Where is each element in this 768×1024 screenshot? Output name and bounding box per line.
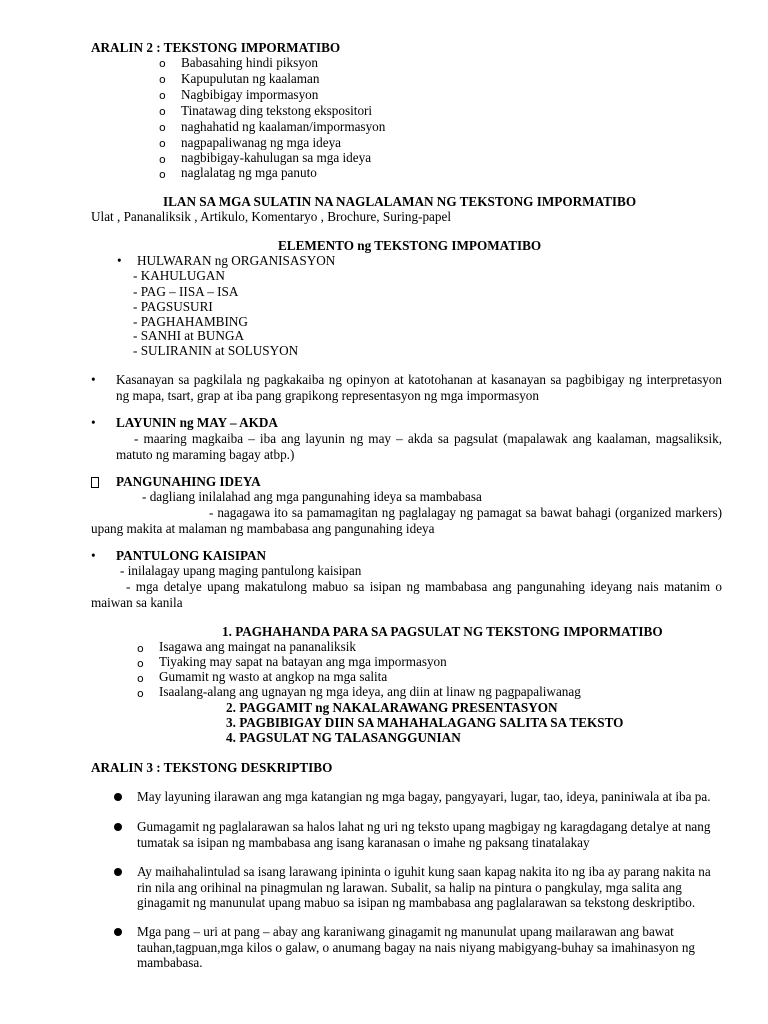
- paghahanda-heading: 1. PAGHAHANDA PARA SA PAGSULAT NG TEKSTONG IMPORMATIBO: [222, 624, 663, 639]
- bullet: •: [91, 372, 96, 387]
- list-item: naglalatag ng mga panuto: [181, 165, 317, 180]
- list-item: Babasahing hindi piksyon: [181, 55, 318, 70]
- aralin3-item: Gumagamit ng paglalarawan sa halos lahat ng uri ng teksto upang magbigay ng karagdagang detalye at nang tumatak sa isipan ng mambabasa ang isang karanasan o imahe ng paksang tinatalakay: [137, 819, 711, 850]
- bullet: •: [91, 415, 96, 430]
- hulwaran-item: - SANHI at BUNGA: [133, 328, 244, 343]
- list-item: nagpapaliwanag ng mga ideya: [181, 135, 342, 150]
- bullet-dot-icon: [114, 793, 122, 801]
- layunin-text: - maaring magkaiba – iba ang layunin ng may – akda sa pagsulat (mapalawak ang kaalaman, magsaliksik, matuto ng maraming bagay atbp.): [116, 431, 722, 462]
- box-bullet-icon: [91, 477, 99, 488]
- list-item: Isagawa ang maingat na pananaliksik: [159, 639, 357, 654]
- aralin3-item: Mga pang – uri at pang – abay ang karaniwang ginagamit ng manunulat upang mailarawan ang bawat tauhan,tagpuan,mga kilos o galaw, o anumang bagay na nais niyang mabigyang-buhay sa imahinasyon ng mambabasa.: [137, 924, 696, 970]
- hulwaran-item: - PAGSUSURI: [133, 299, 213, 314]
- bullet-dot-icon: [114, 928, 122, 936]
- list-bullet: o: [159, 89, 166, 102]
- bullet-dot-icon: [114, 823, 122, 831]
- list-bullet: o: [159, 73, 166, 86]
- list-item: Gumamit ng wasto at angkop na mga salita: [159, 669, 388, 684]
- pantulong-text: - inilalagay upang maging pantulong kaisipan: [120, 563, 362, 578]
- sulatin-list: Ulat , Pananaliksik , Artikulo, Komentaryo , Brochure, Suring-papel: [91, 209, 452, 224]
- list-item: naghahatid ng kaalaman/impormasyon: [181, 119, 386, 134]
- list-bullet: o: [159, 57, 166, 70]
- aralin3-item: May layuning ilarawan ang mga katangian ng mga bagay, pangyayari, lugar, tao, ideya, paniniwala at iba pa.: [137, 789, 711, 804]
- list-item: Nagbibigay impormasyon: [181, 87, 319, 102]
- list-bullet: o: [137, 642, 144, 655]
- list-bullet: o: [159, 121, 166, 134]
- numbered-item: 4. PAGSULAT NG TALASANGGUNIAN: [226, 730, 461, 745]
- bullet-dot-icon: [114, 868, 122, 876]
- kasanayan-paragraph: Kasanayan sa pagkilala ng pagkakaiba ng opinyon at katotohanan at kasanayan sa pagbibigay ng interpretasyon ng mapa, tsart, grap at iba pang grapikong representasyon ng mga impormasyon: [116, 372, 722, 403]
- pangunahing-text: - dagliang inilalahad ang mga pangunahing ideya sa mambabasa: [142, 489, 482, 504]
- list-bullet: o: [137, 657, 144, 670]
- bullet: •: [117, 253, 122, 268]
- hulwaran-item: - PAGHAHAMBING: [133, 314, 248, 329]
- list-bullet: o: [159, 137, 166, 150]
- list-bullet: o: [137, 672, 144, 685]
- numbered-item: 3. PAGBIBIGAY DIIN SA MAHAHALAGANG SALITA SA TEKSTO: [226, 715, 624, 730]
- list-item: nagbibigay-kahulugan sa mga ideya: [181, 150, 372, 165]
- hulwaran-item: - SULIRANIN at SOLUSYON: [133, 343, 299, 358]
- pantulong-text: - mga detalye upang makatulong mabuo sa isipan ng mambabasa ang pangunahing ideyang nais matanim o maiwan sa kanila: [91, 579, 722, 610]
- numbered-item: 2. PAGGAMIT ng NAKALARAWANG PRESENTASYON: [226, 700, 558, 715]
- list-item: Kapupulutan ng kaalaman: [181, 71, 320, 86]
- hulwaran-item: - KAHULUGAN: [133, 268, 225, 283]
- layunin-title: LAYUNIN ng MAY – AKDA: [116, 415, 278, 430]
- bullet: •: [91, 548, 96, 563]
- list-bullet: o: [137, 687, 144, 700]
- elemento-heading: ELEMENTO ng TEKSTONG IMPOMATIBO: [278, 238, 542, 253]
- aralin2-title: ARALIN 2 : TEKSTONG IMPORMATIBO: [91, 40, 341, 55]
- aralin3-item: Ay maihahalintulad sa isang larawang ipininta o iguhit kung saan kapag nakita ito ng iba ay parang nakita na rin nila ang orihinal na pinagmulan ng larawan. Subalit, sa halip na pintura o pangkulay, mga salita ang ginagamit ng manunulat upang mabuo sa isipan ng mambabasa ang paglalarawan sa tekstong deskriptibo.: [137, 864, 711, 910]
- pangunahing-title: PANGUNAHING IDEYA: [116, 474, 261, 489]
- pangunahing-text: - nagagawa ito sa pamamagitan ng paglalagay ng pamagat sa bawat bahagi (organized markers) upang makita at malaman ng mambabasa ang pangunahing ideya: [91, 505, 722, 536]
- list-bullet: o: [159, 105, 166, 118]
- hulwaran-label: HULWARAN ng ORGANISASYON: [137, 253, 336, 268]
- aralin3-title: ARALIN 3 : TEKSTONG DESKRIPTIBO: [91, 760, 333, 775]
- list-bullet: o: [159, 168, 166, 181]
- list-item: Isaalang-alang ang ugnayan ng mga ideya, ang diin at linaw ng pagpapaliwanag: [159, 684, 581, 699]
- list-bullet: o: [159, 153, 166, 166]
- sulatin-heading: ILAN SA MGA SULATIN NA NAGLALAMAN NG TEKSTONG IMPORMATIBO: [163, 194, 637, 209]
- list-item: Tinatawag ding tekstong ekspositori: [181, 103, 373, 118]
- hulwaran-item: - PAG – IISA – ISA: [133, 284, 239, 299]
- list-item: Tiyaking may sapat na batayan ang mga impormasyon: [159, 654, 447, 669]
- pantulong-title: PANTULONG KAISIPAN: [116, 548, 267, 563]
